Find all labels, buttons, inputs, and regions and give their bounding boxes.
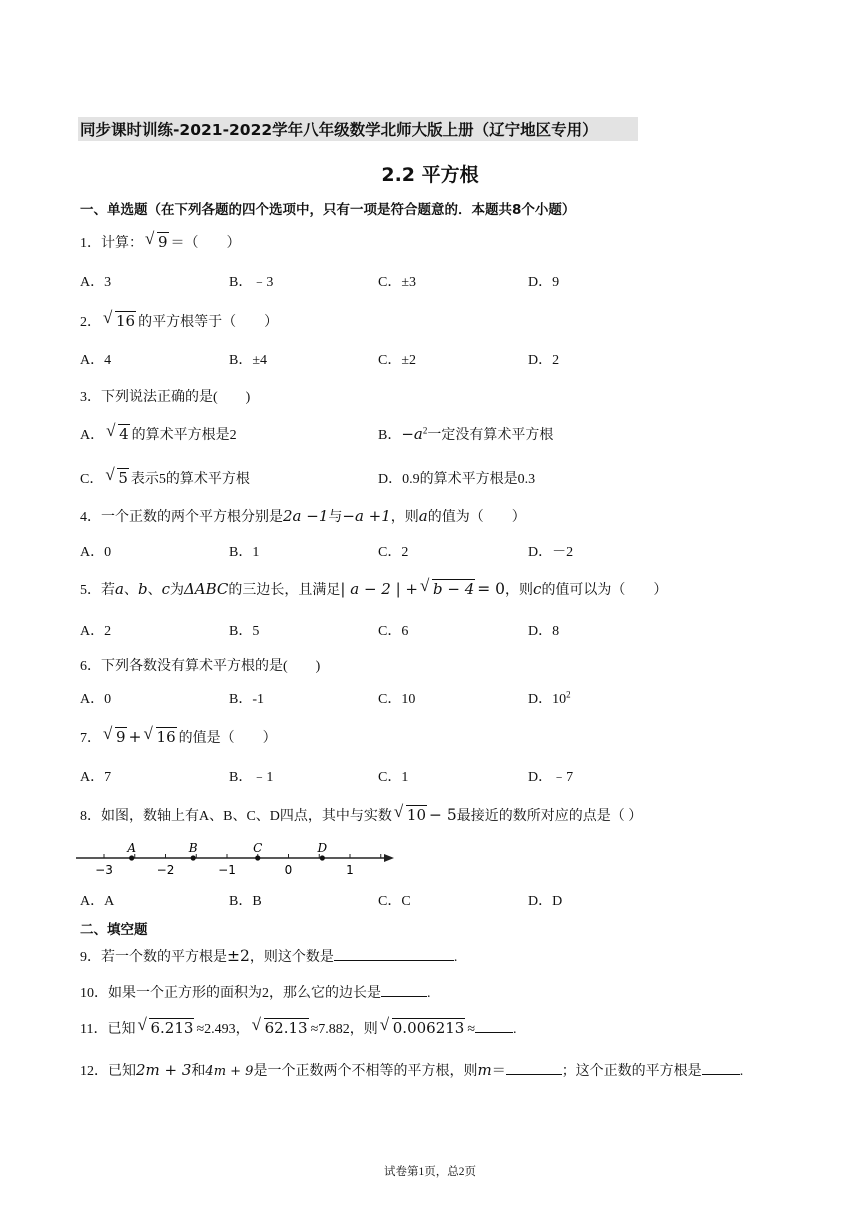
q5-option-b[interactable]: B．5 [229,624,260,639]
answer-blank[interactable] [702,1062,740,1075]
section-fill-in: 二、填空题 [80,922,148,938]
q3-option-d[interactable]: D．0.9的算术平方根是0.3 [378,472,536,487]
q3-option-b[interactable]: B．$-a^2$一定没有算术平方根 [378,425,554,443]
q4-option-d[interactable]: D．－2 [528,545,574,560]
sqrt-symbol: √ 62.13 [251,1015,308,1037]
number-line-tick-label: −1 [218,863,236,877]
number-line-point [255,855,260,860]
sqrt-symbol: √ 16 [103,308,136,330]
question-9: 9．若一个数的平方根是±2，则这个数是 . [80,947,458,965]
q6-option-a[interactable]: A．0 [80,692,112,707]
q7-option-b[interactable]: B．﹣1 [229,770,274,785]
number-line-point [129,855,134,860]
number-line-arrow [384,854,394,862]
question-12: 12．已知2m + 3和4m + 9是一个正数两个不相等的平方根，则m＝ ；这个正数的平方根是 . [80,1061,744,1079]
sqrt-symbol: √ 9 [103,724,126,746]
answer-blank[interactable] [475,1020,513,1033]
number-line-point-label: D [317,841,328,855]
answer-blank[interactable] [506,1062,562,1075]
number-line-figure [76,836,396,882]
sqrt-symbol: √ 9 [145,229,168,251]
q7-option-d[interactable]: D．﹣7 [528,770,574,785]
sqrt-symbol: √ 10 [393,802,426,824]
page-footer: 试卷第1页，总2页 [384,1166,476,1178]
q4-option-a[interactable]: A．0 [80,545,112,560]
q1-option-d[interactable]: D．9 [528,275,560,290]
number-line-tick-label: 0 [284,863,293,877]
sqrt-symbol: √ 6.213 [137,1015,194,1037]
q1-option-b[interactable]: B．﹣3 [229,275,274,290]
q6-option-d[interactable]: D．$10^2$ [528,689,571,707]
sqrt-symbol: √ 5 [105,465,128,487]
header-title: 同步课时训练-2021-2022学年八年级数学北师大版上册（辽宁地区专用） [80,121,598,139]
question-7: 7． √ 9 + √ 16 的值是（ ） [80,724,277,746]
number-line-tick-label: 1 [346,863,354,877]
q5-option-d[interactable]: D．8 [528,624,560,639]
question-1: 1．计算： √ 9 ＝（ ） [80,229,241,251]
sqrt-symbol: √ b − 4 [420,576,475,598]
question-8: 8．如图，数轴上有A、B、C、D四点，其中与实数 √ 10 − 5最接近的数所对应的点是（ ） [80,802,643,824]
number-line-point-label: B [188,841,198,855]
q2-option-d[interactable]: D．2 [528,353,560,368]
number-line-point [320,855,325,860]
section-single-choice: 一、单选题（在下列各题的四个选项中，只有一项是符合题意的．本题共8个小题） [80,202,576,218]
answer-blank[interactable] [334,948,454,961]
q8-option-d[interactable]: D．D [528,894,563,909]
q7-option-a[interactable]: A．7 [80,770,112,785]
q3-option-c[interactable]: C． √ 5 表示5的算术平方根 [80,465,250,487]
sqrt-symbol: √ 16 [143,724,176,746]
question-10: 10．如果一个正方形的面积为2，那么它的边长是 . [80,986,431,1001]
q2-option-b[interactable]: B．±4 [229,353,268,368]
q6-option-b[interactable]: B．-1 [229,692,264,707]
question-4: 4．一个正数的两个平方根分别是2a −1与−a +1，则a的值为（ ） [80,507,526,525]
q7-option-c[interactable]: C．1 [378,770,409,785]
q2-option-c[interactable]: C．±2 [378,353,417,368]
q3-option-a[interactable]: A． √ 4 的算术平方根是2 [80,421,237,443]
q8-option-c[interactable]: C．C [378,894,411,909]
sqrt-symbol: √ 0.006213 [379,1015,465,1037]
q6-option-c[interactable]: C．10 [378,692,416,707]
q8-option-b[interactable]: B．B [229,894,262,909]
answer-blank[interactable] [381,984,427,997]
number-line-point [191,855,196,860]
q1-option-a[interactable]: A．3 [80,275,112,290]
question-11: 11．已知 √ 6.213 ≈2.493， √ 62.13 ≈7.882，则 √ 0.006213 ≈ . [80,1015,517,1037]
number-line-tick-label: −2 [156,863,175,877]
q5-option-a[interactable]: A．2 [80,624,112,639]
q2-option-a[interactable]: A．4 [80,353,112,368]
q4-option-c[interactable]: C．2 [378,545,409,560]
number-line-tick-label: −3 [95,863,113,877]
number-line-point-label: A [127,841,137,855]
question-5: 5．若a、b、c为ΔABC的三边长，且满足| a − 2 | + √ b − 4 = 0，则c的值可以为（ ） [80,576,668,598]
q8-option-a[interactable]: A．A [80,894,115,909]
q1-option-c[interactable]: C．±3 [378,275,417,290]
q5-option-c[interactable]: C．6 [378,624,409,639]
question-2: 2． √ 16 的平方根等于（ ） [80,308,279,330]
page-title: 2.2 平方根 [381,164,479,186]
sqrt-symbol: √ 4 [106,421,129,443]
number-line-point-label: C [253,841,263,855]
question-3: 3．下列说法正确的是( ) [80,390,251,405]
q4-option-b[interactable]: B．1 [229,545,260,560]
question-6: 6．下列各数没有算术平方根的是( ) [80,659,321,674]
